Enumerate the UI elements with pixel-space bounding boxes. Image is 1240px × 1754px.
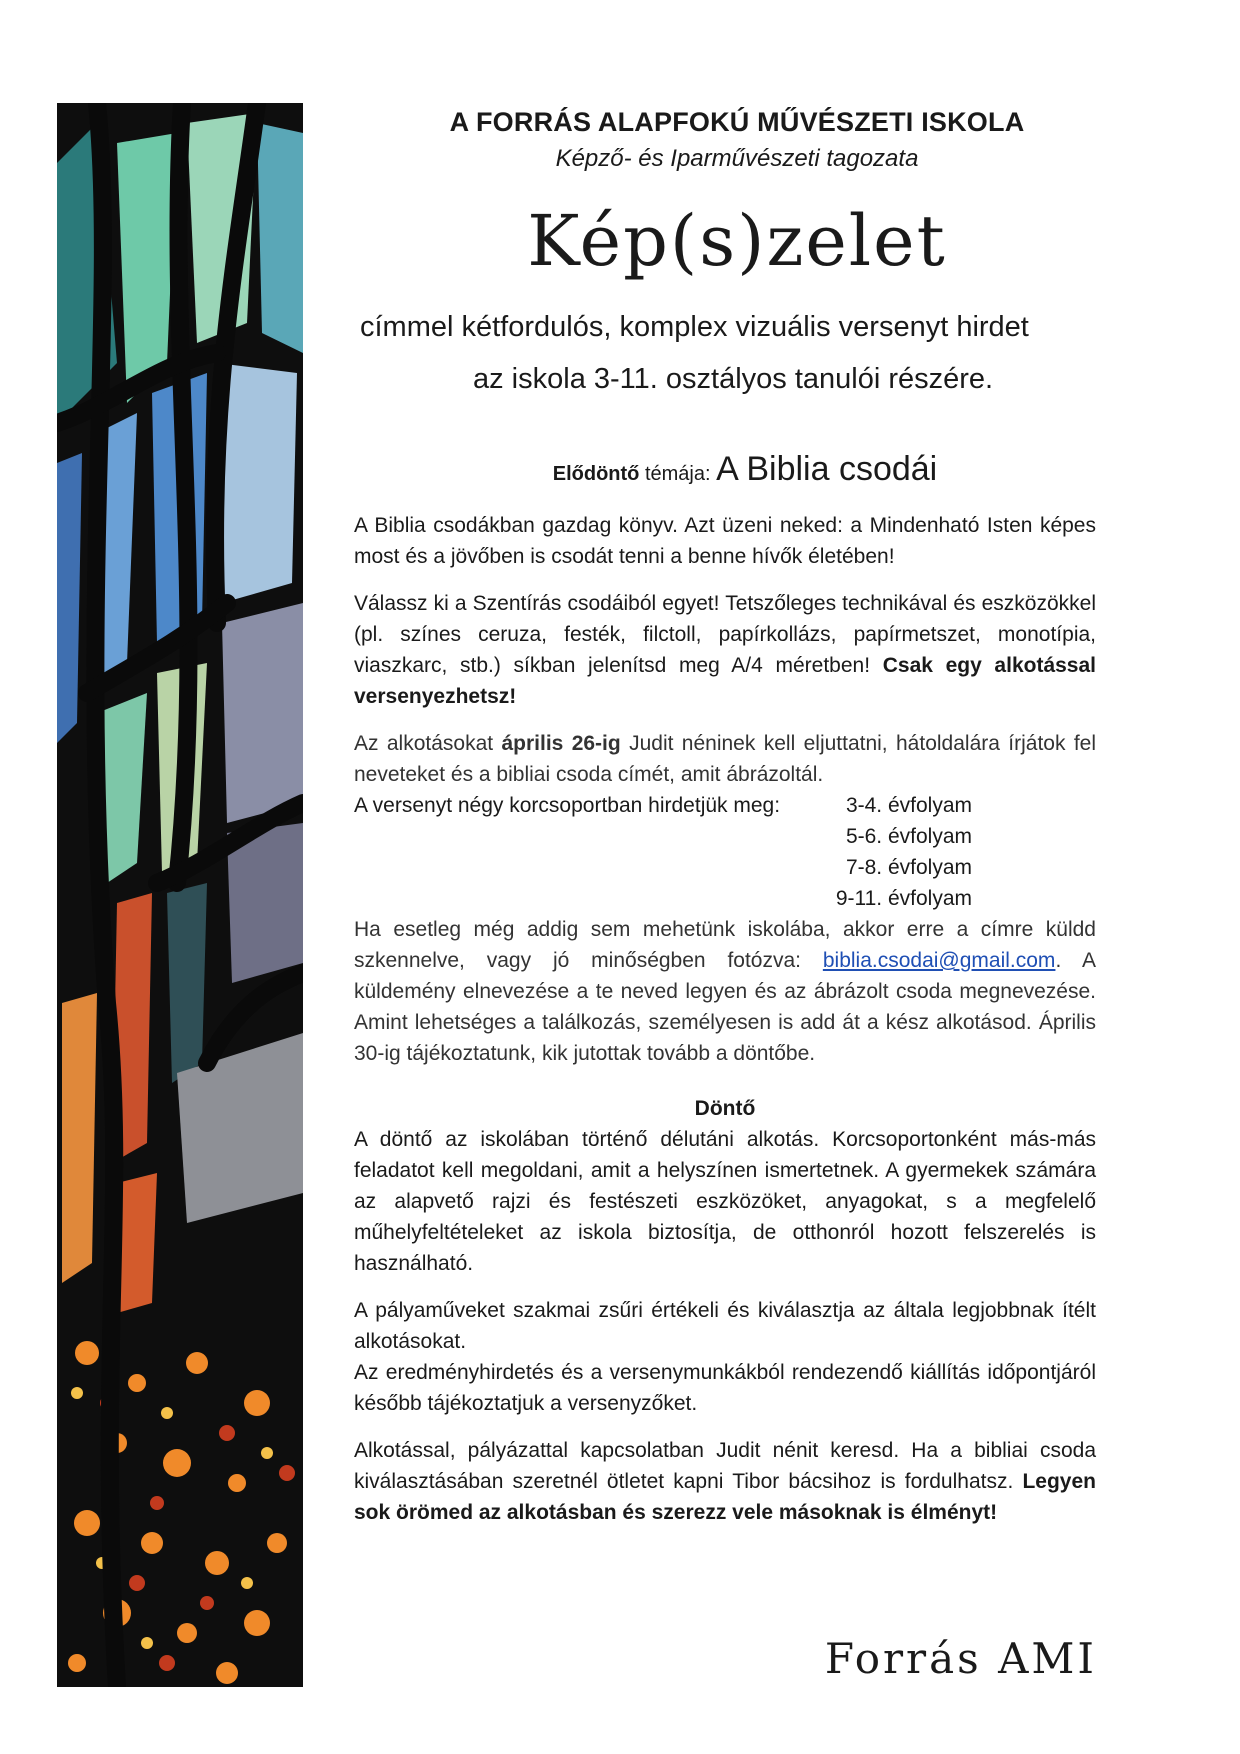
paragraph-submission bbox=[354, 914, 1096, 1069]
prelim-heading bbox=[394, 445, 1096, 500]
deadline-text-a: Az alkotásokat bbox=[354, 732, 502, 755]
age-group-row bbox=[354, 883, 1096, 914]
paragraph-task bbox=[354, 588, 1096, 712]
closing-wish: Legyen sok örömed az alkotásban és szerezz vele másoknak is élményt! bbox=[354, 1470, 1096, 1524]
age-group-row bbox=[354, 790, 1096, 821]
department-name: Képző- és Iparművészeti tagozata bbox=[555, 145, 919, 172]
competition-title: Kép(s)zelet bbox=[527, 200, 947, 282]
announcement bbox=[354, 301, 1096, 405]
age-groups-intro: A versenyt négy korcsoportban hirdetjük meg: bbox=[354, 794, 781, 817]
paragraph-deadline bbox=[354, 728, 1096, 790]
stained-glass-illustration bbox=[57, 103, 303, 1687]
paragraph-results: Az eredményhirdetés és a versenymunkákból rendezendő kiállítás időpontjáról később tájékoztatjuk a versenyzőket. bbox=[354, 1361, 1096, 1415]
paragraph-task-text: Válassz ki a Szentírás csodáiból egyet! Tetszőleges technikával és eszközökkel (pl. színes ceruza, festék, filctoll, papírkollázs, papírmetszet, monotípia, viaszkarc, stb.) síkban jelenítsd meg A/4 méretben! bbox=[354, 592, 1096, 677]
school-name: A FORRÁS ALAPFOKÚ MŰVÉSZETI ISKOLA bbox=[449, 107, 1025, 137]
age-group-4: 9-11. évfolyam bbox=[835, 887, 972, 910]
submission-text-a: Ha esetleg még addig sem mehetünk iskolába, akkor erre a címre küldd szkennelve, vagy jó minőségben fotózva: bbox=[354, 918, 1096, 972]
paragraph-contact bbox=[354, 1435, 1096, 1528]
prelim-label bbox=[553, 463, 716, 485]
age-group-row bbox=[354, 821, 1096, 852]
deadline-text-b: Judit néninek kell eljuttatni, hátoldalára írjátok fel neveteket és a bibliai csoda címét, amit ábrázoltál. bbox=[354, 732, 1097, 786]
age-group-3: 7-8. évfolyam bbox=[845, 856, 972, 879]
age-group-row bbox=[354, 852, 1096, 883]
contact-text: Alkotással, pályázattal kapcsolatban Judit nénit keresd. Ha a bibliai csoda kiválasztásában szeretnél ötletet kapni Tibor bácsihoz is fordulhatsz. bbox=[354, 1439, 1096, 1493]
prelim-label-rest: témája: bbox=[639, 463, 717, 485]
paragraph-final: A döntő az iskolában történő délutáni alkotás. Korcsoportonként más-más feladatot kell megoldani, amit a helyszínen ismertetnek. A gyermekek számára az alapvető rajzi és festészeti eszközöket, anyagokat, s a megfelelő műhelyfeltételeket az iskola biztosítja, de otthonról hozott felszerelés is használható. bbox=[354, 1128, 1096, 1275]
main-content bbox=[354, 105, 1096, 1528]
announcement-line-2: az iskola 3-11. osztályos tanulói részére. bbox=[473, 363, 994, 395]
age-group-1: 3-4. évfolyam bbox=[845, 794, 972, 817]
submission-text-b: . A küldemény elnevezése a te neved legyen és az ábrázolt csoda megnevezése. Amint lehetséges a találkozás, személyesen is add át a kész alkotásod. Április 30-ig tájékoztatunk, kik jutottak tovább a döntőbe. bbox=[354, 949, 1096, 1065]
prelim-theme: A Biblia csodái bbox=[716, 450, 938, 488]
paragraph-intro: A Biblia csodákban gazdag könyv. Azt üzeni neked: a Mindenható Isten képes most és a jövőben is csodát tenni a benne hívők életében! bbox=[354, 514, 1096, 568]
deadline-date: április 26-ig bbox=[501, 732, 621, 755]
email-link[interactable]: biblia.csodai@gmail.com bbox=[822, 949, 1056, 972]
prelim-label-bold: Elődöntő bbox=[552, 463, 640, 485]
paragraph-jury: A pályaműveket szakmai zsűri értékeli és kiválasztja az általa legjobbnak ítélt alkotásokat. bbox=[354, 1299, 1096, 1353]
signature: Forrás AMI bbox=[824, 1634, 1097, 1683]
announcement-line-1: címmel kétfordulós, komplex vizuális versenyt hirdet bbox=[360, 311, 1029, 343]
age-groups bbox=[354, 790, 1096, 914]
final-heading: Döntő bbox=[694, 1097, 756, 1120]
paragraph-task-bold: Csak egy alkotással versenyezhetsz! bbox=[354, 654, 1097, 708]
age-group-2: 5-6. évfolyam bbox=[845, 825, 972, 848]
stained-glass-artwork bbox=[57, 103, 303, 1687]
